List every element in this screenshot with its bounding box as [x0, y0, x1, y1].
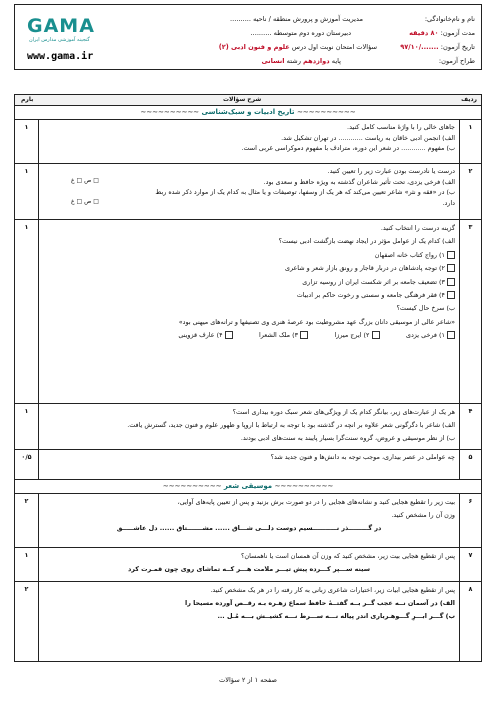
date-value: ......./۹۷/۱۰	[400, 43, 439, 51]
option-label: ۲) ایرج میرزا	[334, 331, 370, 340]
section-title: موسیقی شعر	[223, 482, 273, 490]
question-score: ۱	[15, 404, 39, 449]
ornament-right: ~~~~~~~~~~	[296, 108, 356, 116]
question-prompt: گزینه درست را انتخاب کنید.	[380, 224, 455, 232]
option-label: ۱) رواج کتاب خانه اصفهان	[374, 250, 445, 259]
checkbox-icon[interactable]	[447, 278, 455, 286]
field-value: انسانی	[261, 57, 285, 65]
true-false-checkboxes-a[interactable]: ص □ غ □	[71, 177, 99, 184]
question-part-a: الف) انجمن ادبی خاقان به ریاست ............ در تهران تشکیل شد.	[281, 133, 455, 142]
question-text	[43, 550, 455, 576]
question-text	[43, 496, 455, 535]
question-score: ۲	[15, 494, 39, 547]
question-number: ۱	[459, 120, 481, 163]
question-row-7	[14, 548, 482, 582]
section-title: تاریخ ادبیات و سبک‌شناسی	[201, 108, 295, 116]
grade-prefix: پایه	[331, 57, 341, 65]
question-score: ۲	[15, 582, 39, 661]
gama-logo	[23, 15, 133, 62]
col-desc: شرح سؤالات	[223, 96, 262, 103]
checkbox-icon[interactable]	[447, 251, 455, 259]
ornament-left: ~~~~~~~~~~	[140, 108, 200, 116]
question-score: ۱	[15, 548, 39, 581]
options-b	[43, 329, 455, 342]
checkbox-icon[interactable]	[447, 331, 455, 339]
grade-line	[261, 57, 341, 65]
poem-verse-a: الف) در آسمان نــه عجب گــر بــه گفتــهٔ حافظ سماع زهـره بـه رقــص آورده مسیحا را	[185, 599, 455, 607]
logo-url[interactable]: www.gama.ir	[27, 51, 94, 62]
question-number: ۴	[459, 404, 481, 449]
poem-verse: سینه ســـپر کـــرده پیش تیـــر ملامت هـــر کــه تماشای روی چون قمـرت کرد	[127, 565, 371, 573]
exam-subject: علوم و فنون ادبی (۲)	[218, 43, 290, 51]
question-number: ۷	[459, 548, 481, 581]
question-score: ۱	[15, 164, 39, 219]
question-score: ۱	[15, 220, 39, 403]
option-4[interactable]	[43, 289, 455, 302]
question-row-1	[14, 120, 482, 164]
field-prefix: رشته	[286, 57, 301, 65]
logo-subtitle: گنجینه آموزشی مدارس ایران	[29, 37, 90, 43]
question-number: ۸	[459, 582, 481, 661]
question-row-5	[14, 450, 482, 480]
question-part-b: ب) مفهوم ............ در شعر این دوره، مترادف با مفهوم دموکراسی غربی است.	[241, 144, 455, 153]
duration-label: مدت آزمون:	[440, 29, 475, 37]
checkbox-icon[interactable]	[447, 264, 455, 272]
checkbox-icon[interactable]	[300, 331, 308, 339]
question-score: ۰/۵	[15, 450, 39, 479]
section-poetry-music	[14, 480, 482, 494]
question-part-b: ب) در «فقه و نثر» شاعر تعیین می‌کند که هر یک از وسفها، توصیفات و یا مثال به کدام یک از موارد ذکر شده ربط	[155, 188, 455, 197]
question-prompt-cont: وزن آن را مشخص کنید.	[391, 511, 455, 519]
poem-verse-b: ب) گـــر ابـــرِ گـــوهـرباری اندر پیاله نـــه ســـرط نـــه کشیــش بـــه مُـل ...	[217, 612, 455, 620]
date-line	[400, 43, 475, 51]
option-3[interactable]	[43, 276, 455, 289]
checkbox-icon[interactable]	[447, 291, 455, 299]
question-part-b: ب) از نظر موسیقی و عروض، گروه سنت‌گرا بسیار پایبند به سنت‌های ادبی بودند.	[240, 434, 455, 442]
question-text	[43, 406, 455, 445]
question-prompt: پس از تقطیع هجایی بیت زیر، مشخص کنید که وزن آن همسان است یا ناهمسان؟	[241, 552, 455, 560]
question-text	[43, 452, 455, 463]
exam-title-prefix: سؤالات امتحان نوبت اول درس	[291, 43, 377, 51]
grade-value: دوازدهم	[303, 57, 330, 65]
ornament-left: ~~~~~~~~~~	[162, 482, 222, 490]
date-label: تاریخ آزمون:	[440, 43, 475, 51]
question-prompt: هر یک از عبارت‌های زیر، بیانگر کدام یک از ویژگی‌های شعر سبک دوره بیداری است؟	[232, 408, 455, 416]
question-number: ۲	[459, 164, 481, 219]
col-row: ردیف	[461, 96, 477, 103]
question-prompt: چه عواملی در عصر بیداری، موجب توجه به دانش‌ها و فنون جدید شد؟	[270, 453, 455, 461]
question-part-b-quote: «شاعر عالی از موسیقی دانان بزرگ عهد مشروطیت بود عرصهٔ هنری وی تصنیفها و ترانه‌های میهنی بود»	[178, 317, 455, 326]
student-name-label: نام و نام‌خانوادگی:	[424, 15, 475, 23]
question-prompt: پس از تقطیع هجایی ابیات زیر، اختیارات شاعری زبانی به کار رفته را در هر یک مشخص کنید.	[210, 586, 455, 594]
question-part-b: ب) سرخ حال کیست؟	[396, 304, 455, 313]
option-label: ۳) تضعیف جامعه بر اثر شکست ایران از روسیه تزاری	[302, 277, 445, 286]
question-part-a: الف) کدام یک از عوامل مؤثر در ایجاد نهضت بازگشت ادبی نیست؟	[278, 237, 455, 246]
question-number: ۳	[459, 220, 481, 403]
question-number: ۶	[459, 494, 481, 547]
exam-title-line	[219, 43, 377, 51]
question-part-b-cont: دارد.	[442, 198, 455, 207]
question-text	[43, 584, 455, 623]
table-column-header	[14, 94, 482, 106]
question-number: ۵	[459, 450, 481, 479]
option-label: ۴) فقر فرهنگی جامعه و سستی و رخوت حاکم بر ادبیات	[296, 291, 445, 300]
option-label: ۴) عارف قزوینی	[178, 331, 223, 340]
exam-header	[14, 4, 482, 70]
section-literature-history	[14, 106, 482, 120]
question-row-6	[14, 494, 482, 548]
page-footer: صفحه ۱ از ۲ سؤالات	[219, 676, 277, 684]
duration-value: ۸۰ دقیقه	[409, 29, 439, 37]
option-label: ۱) فرخی یزدی	[405, 331, 445, 340]
ornament-right: ~~~~~~~~~~	[274, 482, 334, 490]
question-row-2	[14, 164, 482, 220]
poem-verse: در گـــــــــذر نـــــــــــسیم دوست دلـــی شـــاق ...... مشـــــــتاق ...... دل عاشـــــق	[116, 524, 382, 532]
option-1[interactable]	[43, 249, 455, 262]
question-part-a: الف) فرخی یزدی، تحت تأثیر شاعران گذشته به ویژه حافظ و سعدی بود.	[263, 177, 455, 186]
question-text	[43, 122, 455, 154]
question-prompt: بیت زیر را تقطیع هجایی کنید و نشانه‌های هجایی را در دو صورت برش بزنید و پس از تعیین پایه‌های آوایی،	[177, 498, 455, 506]
question-text	[43, 166, 455, 208]
question-prompt: درست یا نادرست بودن عبارت زیر را تعیین کنید.	[327, 167, 455, 175]
question-part-a: الف) شاعر با دگرگونی شعر علاوه بر انچه در گذشته بود با توجه به ارتباط با اروپا و ظهور علوم و فنون جدید، گسترش یافت.	[127, 421, 455, 429]
true-false-checkboxes-b[interactable]: ص □ غ □	[71, 198, 99, 205]
option-2[interactable]	[43, 262, 455, 275]
col-score: بارم	[21, 96, 34, 103]
question-row-4	[14, 404, 482, 450]
option-label: ۲) توجه پادشاهان در دربار قاجار و رونق بازار شعر و شاعری	[284, 264, 445, 273]
checkbox-icon[interactable]	[372, 331, 380, 339]
admin-line: مدیریت آموزش و پرورش منطقه / ناحیه ..........	[230, 15, 363, 23]
school-line: دبیرستان دوره دوم متوسطه ..........	[250, 29, 351, 37]
logo-wordmark: GAMA	[27, 15, 95, 37]
question-prompt: جاهای خالی را با واژهٔ مناسب کامل کنید.	[347, 123, 455, 131]
question-row-8	[14, 582, 482, 662]
duration-line	[409, 29, 475, 37]
question-score: ۱	[15, 120, 39, 163]
designer-label: طراح آزمون:	[438, 57, 475, 65]
question-text	[43, 222, 455, 343]
exam-page	[14, 4, 482, 694]
checkbox-icon[interactable]	[225, 331, 233, 339]
question-row-3	[14, 220, 482, 404]
option-label: ۳) ملک الشعرا	[258, 331, 299, 340]
